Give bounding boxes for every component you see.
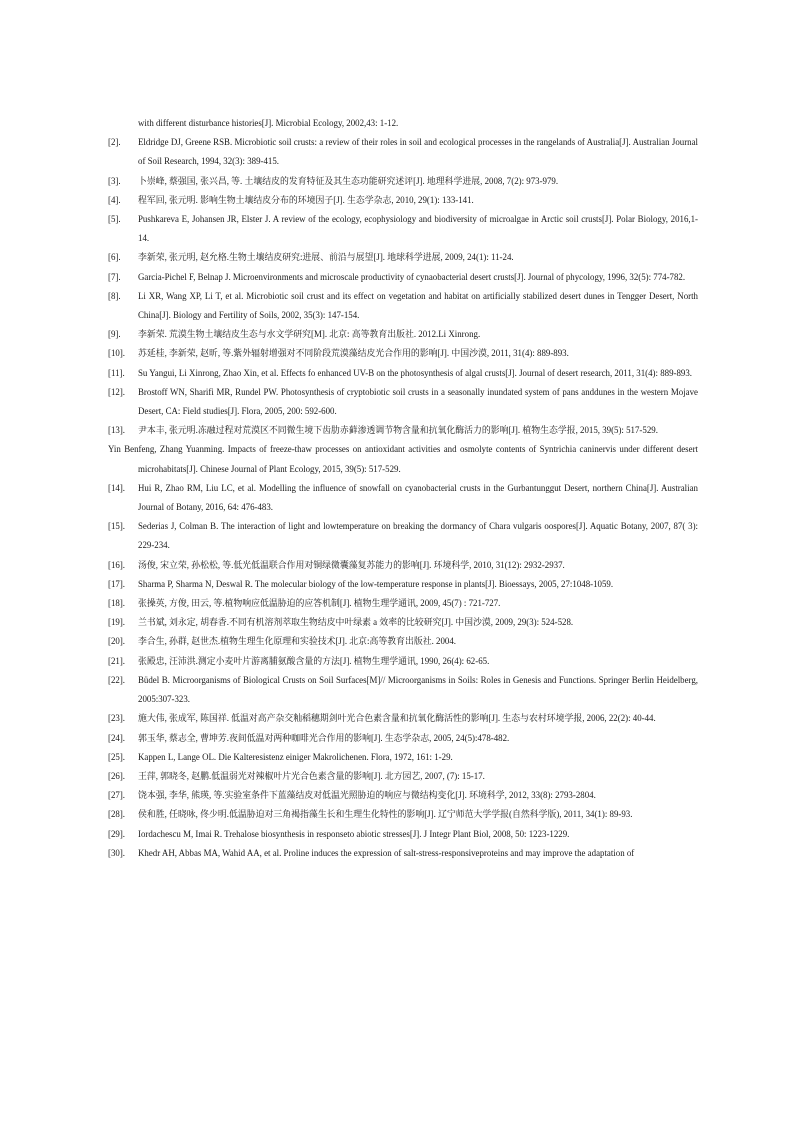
reference-text: 尹本丰, 张元明.冻融过程对荒漠区不同微生境下齿肋赤藓渗透调节物含量和抗氧化酶活力的影响[J]. 植物生态学报, 2015, 39(5): 517-529.	[138, 425, 658, 436]
reference-entry	[108, 114, 698, 133]
reference-text: Pushkareva E, Johansen JR, Elster J. A review of the ecology, ecophysiology and biodiversity of microalgae in Arctic soil crusts[J]. Polar Biology, 2016,1-14.	[138, 214, 698, 244]
reference-entry	[108, 632, 698, 651]
reference-entry	[108, 709, 698, 728]
reference-entry	[108, 748, 698, 767]
reference-entry	[108, 805, 698, 824]
reference-entry	[108, 133, 698, 171]
reference-entry	[108, 268, 698, 287]
reference-entry	[108, 364, 698, 383]
reference-text: 侯和胜, 任晓咏, 佟少明.低温胁迫对三角褐指藻生长和生理生化特性的影响[J]. 辽宁师范大学学报(自然科学版), 2011, 34(1): 89-93.	[138, 809, 633, 820]
reference-text: 卜崇峰, 蔡强国, 张兴昌, 等. 土壤结皮的发育特征及其生态功能研究述评[J]. 地理科学进展, 2008, 7(2): 973-979.	[138, 175, 559, 186]
reference-number: [7].	[108, 271, 121, 282]
reference-number: [3].	[108, 175, 121, 186]
reference-number: [8].	[108, 290, 121, 301]
reference-text: 程军回, 张元明. 影响生物土壤结皮分布的环境因子[J]. 生态学杂志, 2010, 29(1): 133-141.	[138, 194, 474, 205]
reference-number: [24].	[108, 732, 126, 743]
reference-text: Brostoff WN, Sharifi MR, Rundel PW. Photosynthesis of cryptobiotic soil crusts in a seasonally inundated system of pans anddunes in the western Mojave Desert, CA: Field studies[J]. Flora, 2005, 200: 592-600.	[138, 386, 698, 417]
reference-entry	[108, 421, 698, 440]
reference-text: 张操英, 方俊, 田云, 等.植物响应低温胁迫的应答机制[J]. 植物生理学通讯, 2009, 45(7) : 721-727.	[138, 598, 501, 609]
reference-number: [27].	[108, 790, 126, 801]
reference-text: Yin Benfeng, Zhang Yuanming. Impacts of freeze-thaw processes on antioxidant activities and osmolyte contents of Syntrichia caninervis under different desert microhabitats[J]. Chinese Journal of Plant Ecology, 2015, 39(5): 517-529.	[108, 444, 698, 474]
reference-entry	[108, 825, 698, 844]
reference-text: 李合生, 孙群, 赵世杰.植物生理生化原理和实验技术[J]. 北京:高等教育出版社. 2004.	[138, 636, 457, 647]
reference-entry	[108, 287, 698, 325]
reference-entry	[108, 383, 698, 421]
reference-text: 汤俊, 宋立荣, 孙松松, 等.低光低温联合作用对铜绿微囊藻复苏能力的影响[J]. 环境科学, 2010, 31(12): 2932-2937.	[138, 559, 565, 570]
reference-entry	[108, 652, 698, 671]
reference-text: Sharma P, Sharma N, Deswal R. The molecular biology of the low-temperature response in plants[J]. Bioessays, 2005, 27:1048-1059.	[138, 578, 614, 589]
reference-number: [19].	[108, 617, 126, 628]
reference-text: 兰书斌, 刘永定, 胡春香.不同有机溶剂萃取生物结皮中叶绿素 a 效率的比较研究[J]. 中国沙漠, 2009, 29(3): 524-528.	[138, 617, 574, 628]
reference-number: [18].	[108, 598, 126, 609]
reference-entry	[108, 440, 698, 478]
reference-number: [2].	[108, 137, 121, 148]
reference-number: [30].	[108, 847, 126, 858]
reference-entry	[108, 594, 698, 613]
reference-text: Li XR, Wang XP, Li T, et al. Microbiotic soil crust and its effect on vegetation and habitat on artificially stabilized desert dunes in Tengger Desert, North China[J]. Biology and Fertility of Soils, 2002, 35(3): 147-154.	[138, 290, 698, 321]
reference-text: 饶本强, 李华, 熊瑛, 等.实验室条件下蓝藻结皮对低温光照胁迫的响应与微结构变化[J]. 环境科学, 2012, 33(8): 2793-2804.	[138, 790, 596, 801]
reference-text: with different disturbance histories[J]. Microbial Ecology, 2002,43: 1-12.	[138, 118, 399, 128]
reference-entry	[108, 517, 698, 555]
reference-entry	[108, 479, 698, 517]
reference-text: 施大伟, 张成军, 陈国祥. 低温对高产杂交籼稻穗期剑叶光合色素含量和抗氧化酶活性的影响[J]. 生态与农村环境学报, 2006, 22(2): 40-44.	[138, 713, 656, 724]
reference-text: Iordachescu M, Imai R. Trehalose biosynthesis in responseto abiotic stresses[J]. J Integr Plant Biol, 2008, 50: 1223-1229.	[138, 828, 570, 839]
reference-text: 张殿忠, 汪沛洪.测定小麦叶片游离脯氨酸含量的方法[J]. 植物生理学通讯, 1990, 26(4): 62-65.	[138, 655, 490, 666]
reference-text: 李新荣, 张元明, 赵允格.生物土壤结皮研究:进展、前沿与展望[J]. 地球科学进展, 2009, 24(1): 11-24.	[138, 252, 514, 263]
reference-number: [6].	[108, 252, 121, 263]
reference-entry	[108, 613, 698, 632]
reference-number: [28].	[108, 809, 126, 820]
reference-number: [9].	[108, 329, 121, 340]
reference-number: [23].	[108, 713, 126, 724]
reference-text: Büdel B. Microorganisms of Biological Crusts on Soil Surfaces[M]// Microorganisms in Soils: Roles in Genesis and Functions. Springer Berlin Heidelberg, 2005:307-323.	[138, 674, 698, 705]
reference-text: Kappen L, Lange OL. Die Kalteresistenz einiger Makrolichenen. Flora, 1972, 161: 1-29.	[138, 751, 453, 762]
reference-text: 郭玉华, 蔡志全, 曹坤芳.夜间低温对两种咖啡光合作用的影响[J]. 生态学杂志, 2005, 24(5):478-482.	[138, 732, 510, 743]
reference-entry	[108, 556, 698, 575]
reference-number: [5].	[108, 214, 121, 225]
reference-text: 王萍, 郭晓冬, 赵鹏.低温弱光对辣椒叶片光合色素含量的影响[J]. 北方园艺, 2007, (7): 15-17.	[138, 770, 485, 781]
reference-text: Hui R, Zhao RM, Liu LC, et al. Modelling the influence of snowfall on cyanobacterial crusts in the Gurbantunggut Desert, northern China[J]. Australian Journal of Botany, 2016, 64: 476-483.	[138, 482, 698, 513]
reference-number: [29].	[108, 828, 126, 839]
reference-entry	[108, 191, 698, 210]
reference-entry	[108, 248, 698, 267]
reference-entry	[108, 786, 698, 805]
reference-text: 苏延桂, 李新荣, 赵昕, 等.紫外辐射增强对不同阶段荒漠藻结皮光合作用的影响[J]. 中国沙漠, 2011, 31(4): 889-893.	[138, 348, 569, 359]
reference-number: [17].	[108, 578, 126, 589]
reference-text: Garcia-Pichel F, Belnap J. Microenvironments and microscale productivity of cynaobacterial desert crusts[J]. Journal of phycology, 1996, 32(5): 774-782.	[138, 271, 686, 282]
reference-entry	[108, 767, 698, 786]
reference-entry	[108, 729, 698, 748]
reference-number: [4].	[108, 194, 121, 205]
reference-text: Sederias J, Colman B. The interaction of light and lowtemperature on breaking the dormancy of Chara vulgaris oospores[J]. Aquatic Botany, 2007, 87( 3): 229-234.	[138, 521, 698, 551]
reference-number: [15].	[108, 521, 126, 532]
reference-number: [13].	[108, 425, 126, 436]
reference-number: [21].	[108, 655, 126, 666]
reference-number: [25].	[108, 751, 126, 762]
reference-number: [20].	[108, 636, 126, 647]
reference-entry	[108, 325, 698, 344]
reference-entry	[108, 172, 698, 191]
reference-text: 李新荣. 荒漠生物土壤结皮生态与水文学研究[M]. 北京: 高等教育出版社. 2012.Li Xinrong.	[138, 329, 481, 340]
reference-entry	[108, 210, 698, 248]
reference-number: [22].	[108, 674, 126, 685]
reference-number: [12].	[108, 386, 126, 397]
reference-number: [10].	[108, 348, 126, 359]
reference-number: [14].	[108, 482, 126, 493]
reference-list	[108, 114, 698, 863]
reference-number: [26].	[108, 770, 126, 781]
reference-text: Khedr AH, Abbas MA, Wahid AA, et al. Proline induces the expression of salt-stress-responsiveproteins and may improve the adaptation of	[138, 847, 635, 858]
reference-entry	[108, 575, 698, 594]
reference-number: [11].	[108, 367, 125, 378]
reference-text: Su Yangui, Li Xinrong, Zhao Xin, et al. Effects fo enhanced UV-B on the photosynthesis of algal crusts[J]. Journal of desert research, 2011, 31(4): 889-893.	[138, 367, 692, 378]
reference-number: [16].	[108, 559, 126, 570]
reference-entry	[108, 844, 698, 863]
reference-entry	[108, 671, 698, 709]
reference-text: Eldridge DJ, Greene RSB. Microbiotic soil crusts: a review of their roles in soil and ecological processes in the rangelands of Australia[J]. Australian Journal of Soil Research, 1994, 32(3): 389-415.	[138, 137, 698, 167]
reference-entry	[108, 344, 698, 363]
